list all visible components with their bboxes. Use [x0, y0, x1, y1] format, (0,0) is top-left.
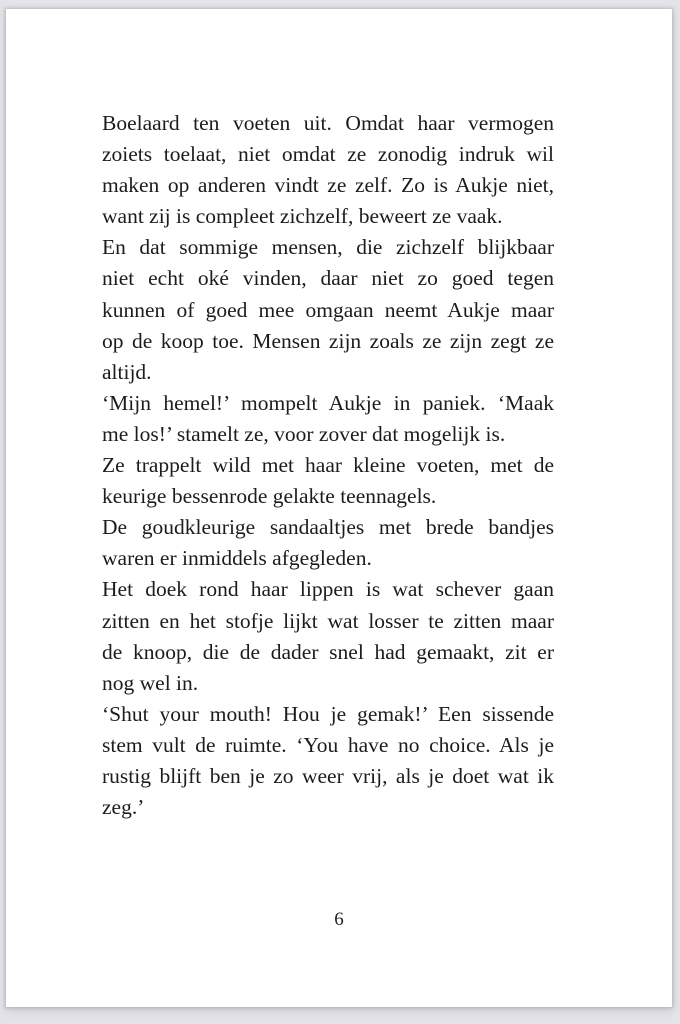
paragraph — [102, 232, 554, 387]
text-line: op de koop toe. Mensen zijn zoals ze zijn zegt ze — [102, 328, 554, 353]
text-line: me los!’ stamelt ze, voor zover dat mogelijk is. — [102, 421, 506, 446]
text-line: Het doek rond haar lippen is wat schever gaan — [102, 577, 554, 602]
text-line: niet echt oké vinden, daar niet zo goed tegen — [102, 266, 554, 291]
paragraph — [102, 512, 554, 574]
text-line: nog wel in. — [102, 670, 199, 695]
text-line: stem vult de ruimte. ‘You have no choice. Als je — [102, 732, 554, 757]
text-line: Boelaard ten voeten uit. Omdat haar vermogen — [102, 111, 554, 135]
text-line: Ze trappelt wild met haar kleine voeten, met de — [102, 453, 554, 478]
text-line: ‘Mijn hemel!’ mompelt Aukje in paniek. ‘Maak — [102, 390, 554, 415]
text-line: De goudkleurige sandaaltjes met brede bandjes — [102, 515, 554, 540]
text-line: waren er inmiddels afgegleden. — [102, 546, 372, 571]
paragraph — [102, 388, 554, 450]
book-page — [6, 9, 672, 1007]
text-line: zoiets toelaat, niet omdat ze zonodig indruk wil — [102, 142, 554, 167]
text-line: ‘Shut your mouth! Hou je gemak!’ Een sissende — [102, 701, 554, 726]
paragraph — [102, 450, 554, 512]
text-line: keurige bessenrode gelakte teennagels. — [102, 484, 437, 509]
text-line: zitten en het stofje lijkt wat losser te zitten maar — [102, 608, 554, 633]
paragraph — [102, 108, 554, 232]
text-line: zeg.’ — [102, 795, 145, 820]
text-line: altijd. — [102, 359, 152, 384]
body-text — [102, 108, 554, 823]
text-line: de knoop, die de dader snel had gemaakt, zit er — [102, 639, 554, 664]
text-line: maken op anderen vindt ze zelf. Zo is Aukje niet, — [102, 173, 554, 198]
page-number: 6 — [334, 909, 344, 930]
paragraph — [102, 699, 554, 823]
text-line: kunnen of goed mee omgaan neemt Aukje maar — [102, 297, 554, 322]
text-line: want zij is compleet zichzelf, beweert ze vaak. — [102, 204, 503, 229]
paragraph — [102, 574, 554, 698]
text-line: En dat sommige mensen, die zichzelf blijkbaar — [102, 235, 554, 260]
text-line: rustig blijft ben je zo weer vrij, als je doet wat ik — [102, 763, 554, 788]
